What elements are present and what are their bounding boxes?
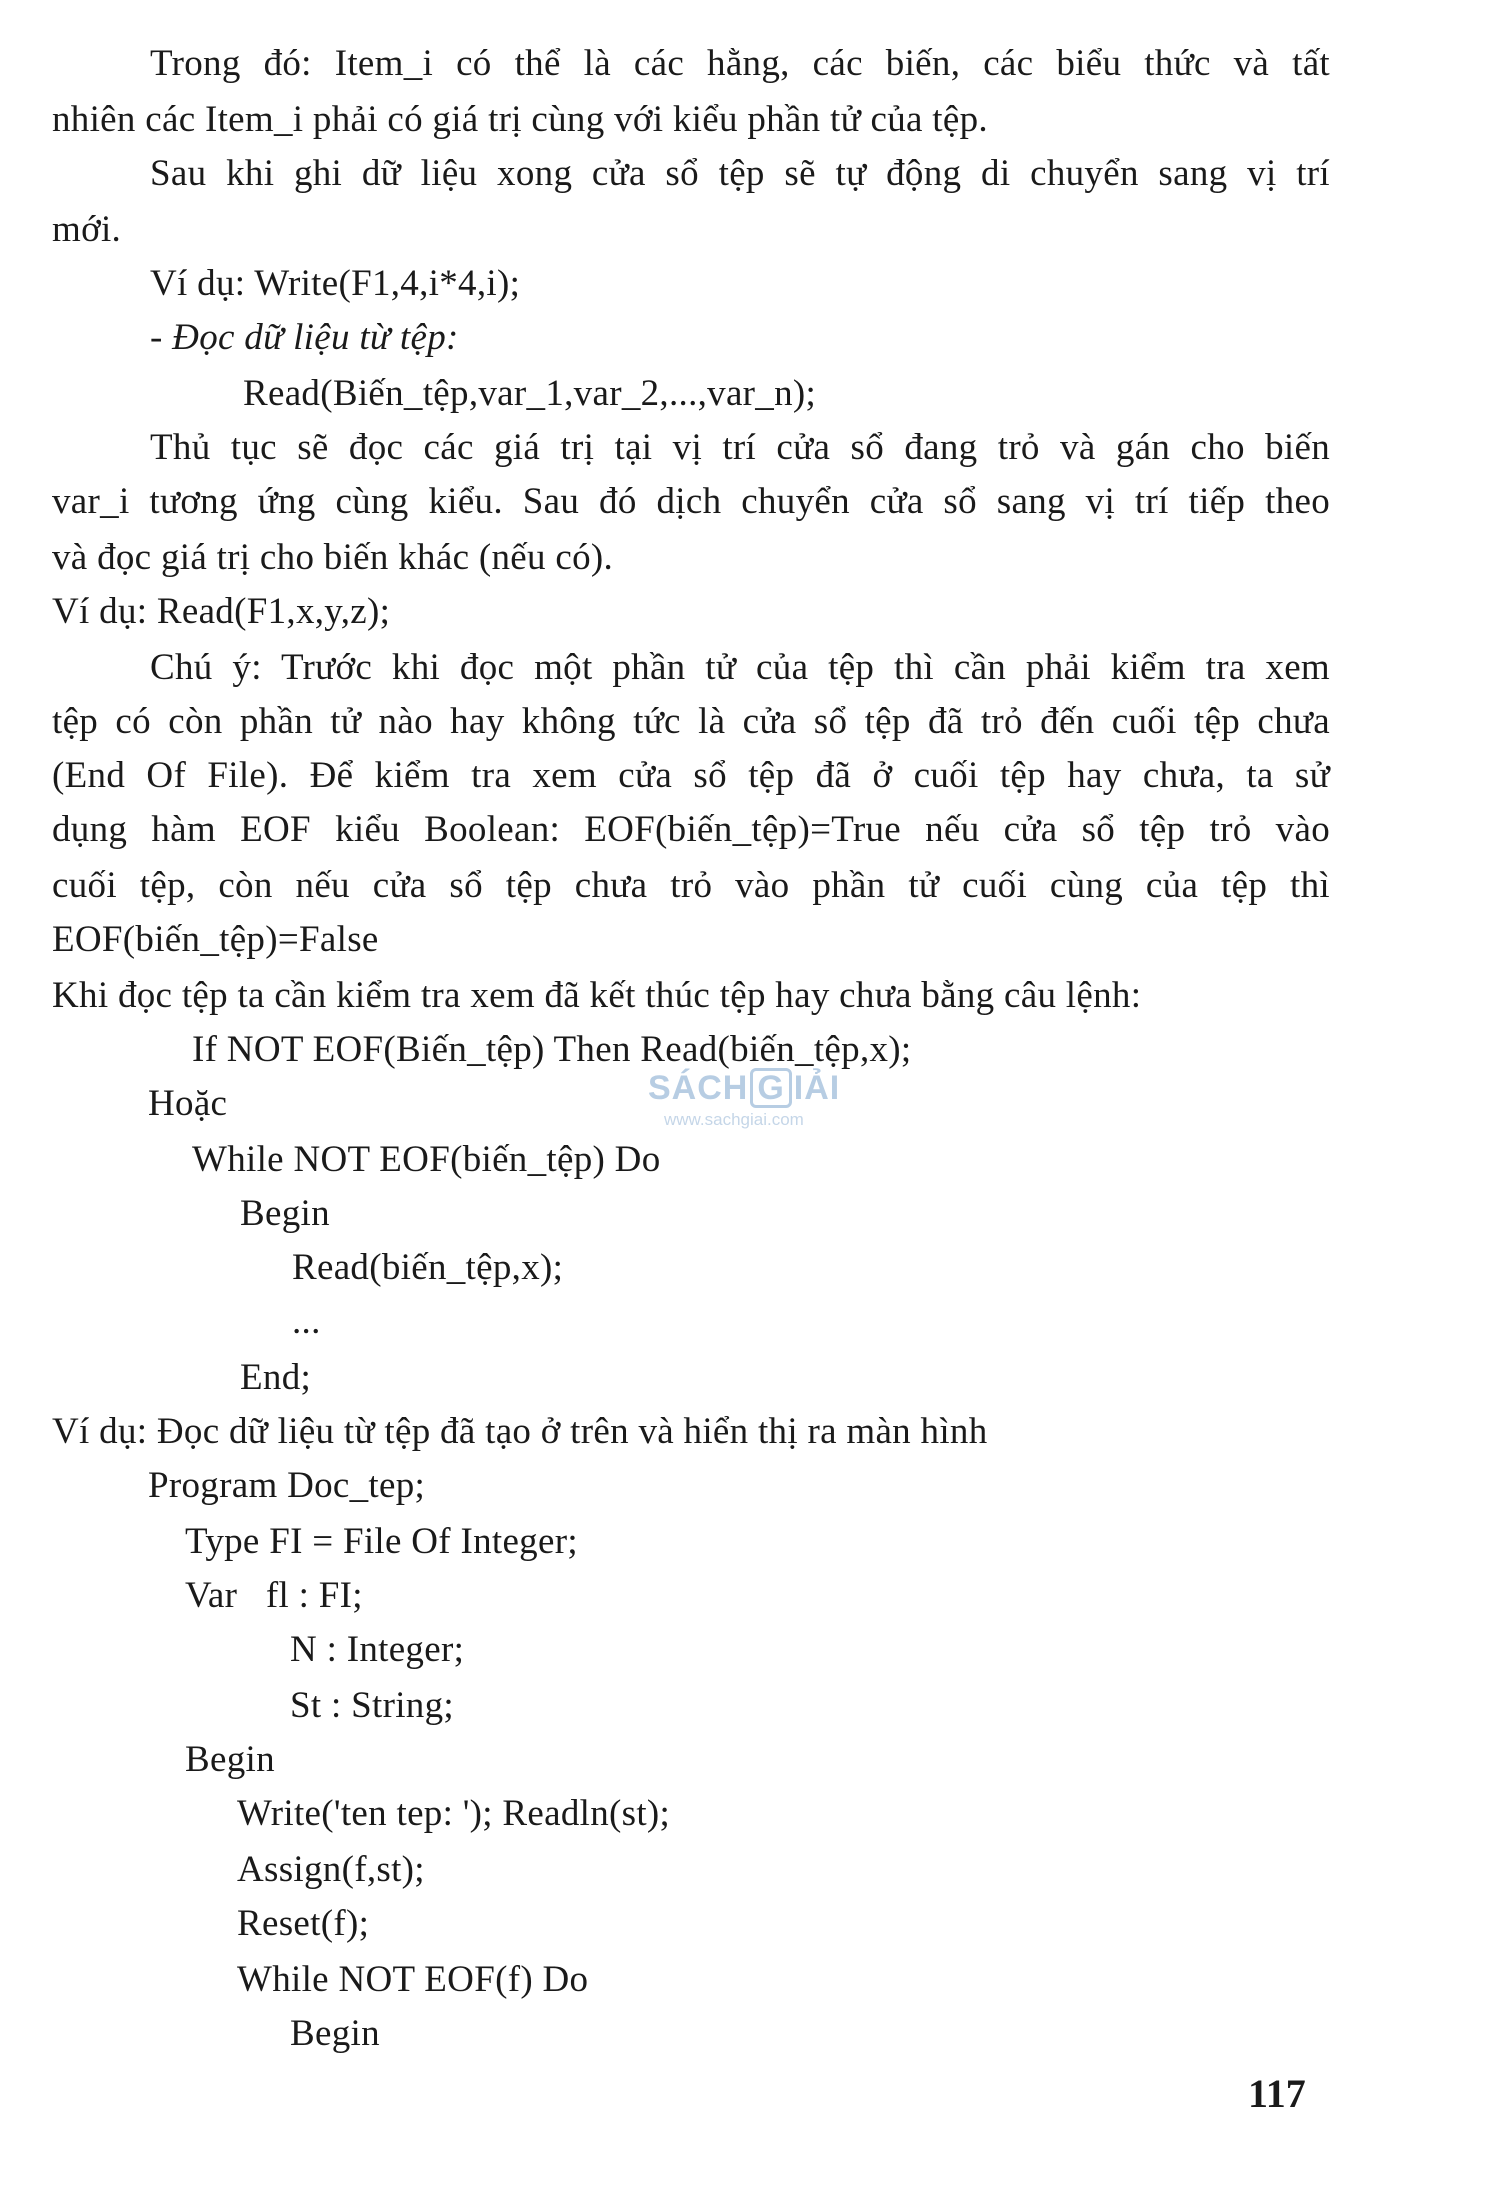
text-line: EOF(biến_tệp)=False: [52, 919, 379, 960]
code-line: Begin: [290, 2013, 380, 2054]
code-line: Read(biến_tệp,x);: [292, 1247, 564, 1288]
code-line: If NOT EOF(Biến_tệp) Then Read(biến_tệp,x);: [192, 1029, 912, 1070]
text-line: Trong đó: Item_i có thể là các hằng, các biến, các biểu thức và tất: [150, 43, 1330, 84]
page-number: 117: [1248, 2071, 1306, 2116]
code-line: Type FI = File Of Integer;: [185, 1521, 578, 1562]
code-line: Var fl : FI;: [185, 1575, 363, 1616]
text-line: nhiên các Item_i phải có giá trị cùng với kiểu phần tử của tệp.: [52, 99, 988, 140]
code-line: N : Integer;: [290, 1629, 465, 1670]
watermark-logo: SÁCH G IẢI www.sachgiai.com: [648, 1069, 841, 1129]
code-line: Begin: [185, 1739, 275, 1780]
code-line: While NOT EOF(biến_tệp) Do: [192, 1139, 661, 1180]
code-line: Reset(f);: [237, 1903, 370, 1944]
text-line: (End Of File). Để kiểm tra xem cửa sổ tệp đã ở cuối tệp hay chưa, ta sử: [52, 755, 1330, 796]
code-line: Begin: [240, 1193, 330, 1234]
text-line: Ví dụ: Write(F1,4,i*4,i);: [150, 263, 521, 304]
code-line: ...: [292, 1301, 321, 1342]
text-line: var_i tương ứng cùng kiểu. Sau đó dịch chuyển cửa sổ sang vị trí tiếp theo: [52, 481, 1330, 522]
code-line: St : String;: [290, 1685, 454, 1726]
code-line: Assign(f,st);: [237, 1849, 425, 1890]
text-line: và đọc giá trị cho biến khác (nếu có).: [52, 537, 614, 578]
code-line: Read(Biến_tệp,var_1,var_2,...,var_n);: [243, 373, 817, 414]
text-line: Khi đọc tệp ta cần kiểm tra xem đã kết thúc tệp hay chưa bằng câu lệnh:: [52, 975, 1142, 1016]
text-line: dụng hàm EOF kiểu Boolean: EOF(biến_tệp)=True nếu cửa sổ tệp trỏ vào: [52, 809, 1330, 850]
text-line: Thủ tục sẽ đọc các giá trị tại vị trí cửa sổ đang trỏ và gán cho biến: [150, 427, 1330, 468]
text-line: Ví dụ: Đọc dữ liệu từ tệp đã tạo ở trên và hiển thị ra màn hình: [52, 1411, 988, 1452]
code-line: Program Doc_tep;: [148, 1465, 426, 1506]
text-line: Sau khi ghi dữ liệu xong cửa sổ tệp sẽ tự động di chuyển sang vị trí: [150, 153, 1330, 194]
code-line: End;: [240, 1357, 312, 1398]
code-line: Write('ten tep: '); Readln(st);: [237, 1793, 671, 1834]
text-line: Hoặc: [148, 1083, 228, 1124]
text-line: Ví dụ: Read(F1,x,y,z);: [52, 591, 391, 632]
code-line: While NOT EOF(f) Do: [237, 1959, 589, 2000]
text-line: Chú ý: Trước khi đọc một phần tử của tệp thì cần phải kiểm tra xem: [150, 647, 1330, 688]
text-line: mới.: [52, 209, 122, 250]
text-line: tệp có còn phần tử nào hay không tức là cửa sổ tệp đã trỏ đến cuối tệp chưa: [52, 701, 1330, 742]
subheading: - Đọc dữ liệu từ tệp:: [150, 317, 459, 358]
text-line: cuối tệp, còn nếu cửa sổ tệp chưa trỏ vào phần tử cuối cùng của tệp thì: [52, 865, 1330, 906]
